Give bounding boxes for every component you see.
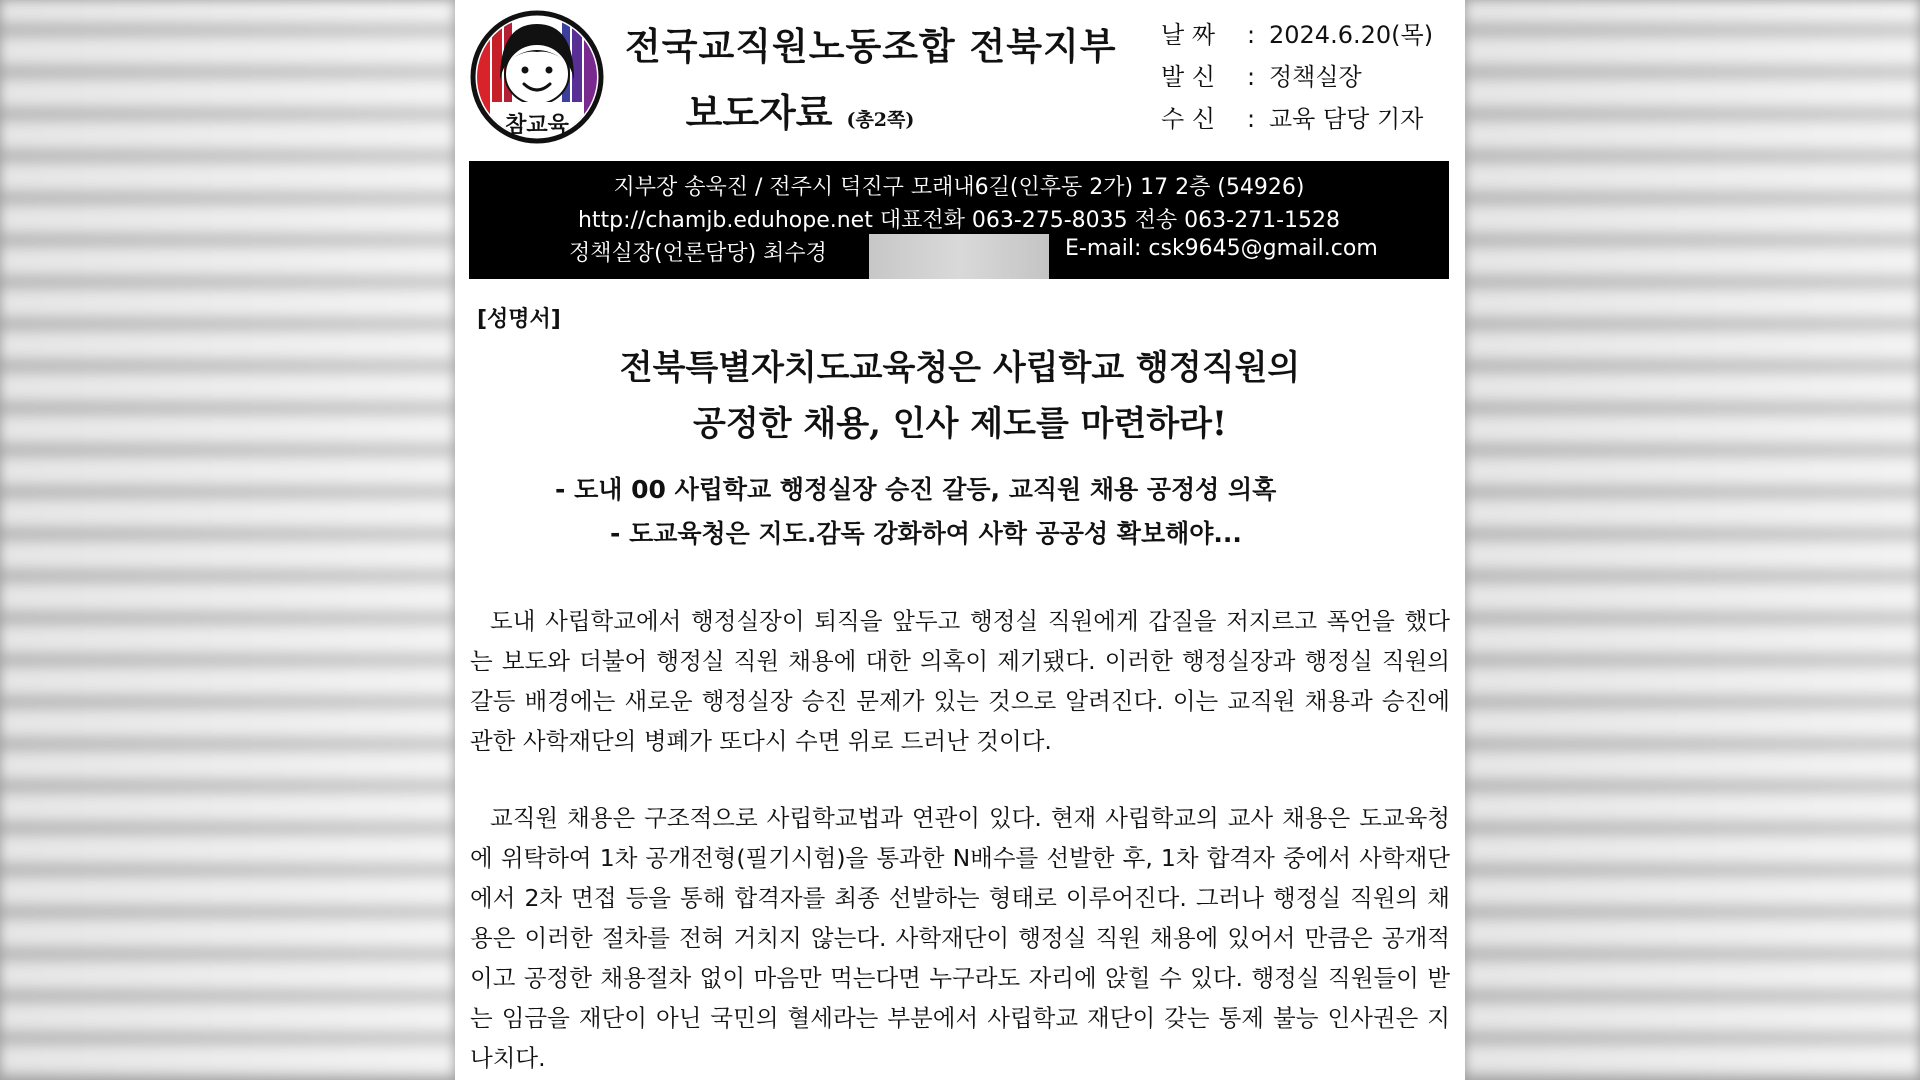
meta-value: 교육 담당 기자 bbox=[1269, 105, 1424, 133]
org-name: 전국교직원노동조합 전북지부 bbox=[625, 24, 1117, 68]
meta-recipient-row: 수 신 : 교육 담당 기자 bbox=[1161, 99, 1433, 141]
page-count: (총2쪽) bbox=[846, 109, 915, 131]
subheading-2: - 도교육청은 지도.감독 강화하여 사학 공공성 확보해야... bbox=[610, 519, 1242, 548]
statement-tag: [성명서] bbox=[477, 307, 561, 332]
meta-label: 발 신 bbox=[1161, 63, 1215, 91]
meta-value: 정책실장 bbox=[1269, 63, 1362, 91]
headline-line-2: 공정한 채용, 인사 제도를 마련하라! bbox=[693, 404, 1227, 444]
redacted-phone-block bbox=[869, 234, 1049, 279]
meta-date-row: 날 짜 : 2024.6.20(목) bbox=[1161, 15, 1433, 57]
contact-web-phone: http://chamjb.eduhope.net 대표전화 063-275-8035 전송 063-271-1528 bbox=[577, 208, 1341, 233]
body-paragraph-2: 교직원 채용은 구조적으로 사립학교법과 연관이 있다. 현재 사립학교의 교사 채용은 도교육청에 위탁하여 1차 공개전형(필기시험)을 통과한 N배수를 선발한 후, 1차 합격자 중에서 사학재단에서 2차 면접 등을 통해 합격자를 최종 선발하는 형태로 이루어진다. 그러나 행정실 직원의 채용은 이러한 절차를 전혀 거치지 않는다. 사학재단이 행정실 직원 채용에 있어서 만큼은 공개적이고 공정한 채용절차 없이 마음만 먹는다면 누구라도 자리에 앉힐 수 있다. 행정실 직원들이 받는 임금을 재단이 아닌 국민의 혈세라는 부분에서 사립학교 재단이 갖는 통제 불능 인사권은 지나치다. bbox=[470, 804, 1450, 1072]
contact-press-officer: 정책실장(언론담당) 최수경 bbox=[569, 241, 827, 266]
meta-sender-row: 발 신 : 정책실장 bbox=[1161, 57, 1433, 99]
meta-info bbox=[1161, 15, 1433, 141]
logo-text: 참교육 bbox=[505, 113, 569, 138]
doc-type: 보도자료 bbox=[685, 90, 833, 135]
doc-type-title bbox=[625, 82, 975, 137]
blurred-background-left bbox=[0, 0, 455, 1080]
union-logo bbox=[470, 10, 604, 144]
meta-value: 2024.6.20(목) bbox=[1269, 21, 1434, 49]
headline-line-1: 전북특별자치도교육청은 사립학교 행정직원의 bbox=[619, 348, 1301, 388]
contact-email: E-mail: csk9645@gmail.com bbox=[1065, 236, 1378, 261]
press-release-document bbox=[455, 0, 1465, 1080]
meta-label: 수 신 bbox=[1161, 105, 1215, 133]
subheading-1: - 도내 00 사립학교 행정실장 승진 갈등, 교직원 채용 공정성 의혹 bbox=[555, 475, 1277, 504]
body-paragraph-1: 도내 사립학교에서 행정실장이 퇴직을 앞두고 행정실 직원에게 갑질을 저지르고 폭언을 했다는 보도와 더불어 행정실 직원 채용에 대한 의혹이 제기됐다. 이러한 행정실장과 행정실 직원의 갈등 배경에는 새로운 행정실장 승진 문제가 있는 것으로 알려진다. 이는 교직원 채용과 승진에 관한 사학재단의 병폐가 또다시 수면 위로 드러난 것이다. bbox=[470, 607, 1450, 755]
contact-address: 지부장 송욱진 / 전주시 덕진구 모래내6길(인후동 2가) 17 2층 (54926) bbox=[613, 175, 1305, 200]
contact-box bbox=[469, 161, 1449, 279]
blurred-background-right bbox=[1465, 0, 1920, 1080]
meta-label: 날 짜 bbox=[1161, 21, 1215, 49]
